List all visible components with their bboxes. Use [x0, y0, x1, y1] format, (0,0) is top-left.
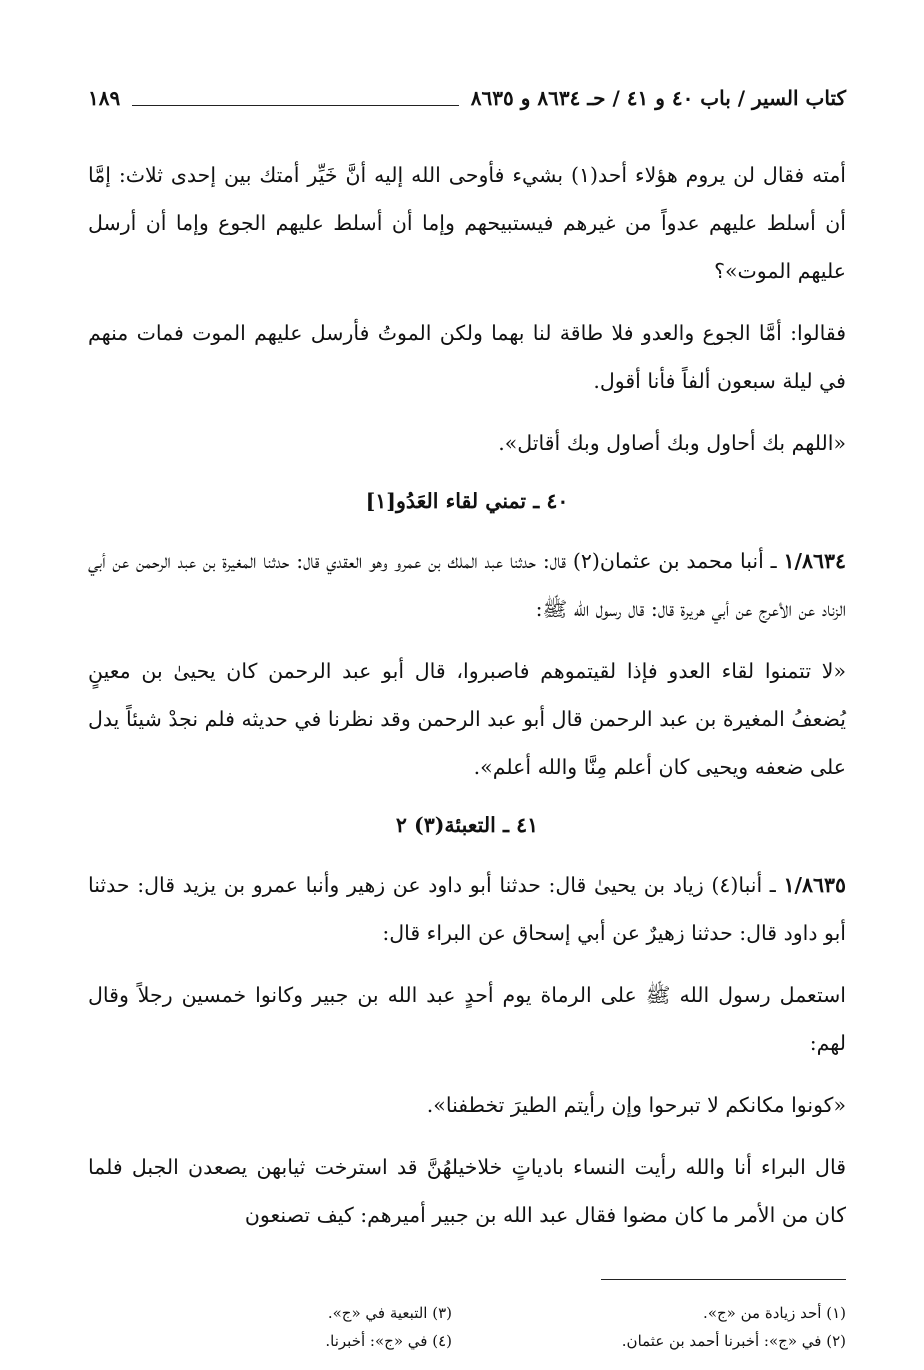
- header-rule: [132, 91, 459, 106]
- running-header: [88, 86, 846, 111]
- footnote: (٣) التبعية في «ج».: [327, 1304, 452, 1322]
- paragraph: «لا تتمنوا لقاء العدو فإذا لقيتموهم فاصبروا، قال أبو عبد الرحمن كان يحيىٰ بن معينٍ يُضعفُ المغيرة بن عبد الرحمن قال أبو عبد الرحمن وقد نظرنا في حديثه فلم نجدْ شيئاً يدل على ضعفه ويحيى كان أعلم مِنَّا والله أعلم».: [88, 659, 846, 779]
- footnote: (٤) في «ج»: أخبرنا.: [325, 1332, 452, 1350]
- hadith-number: ١/٨٦٣٥: [783, 873, 846, 897]
- paragraph: استعمل رسول الله ﷺ على الرماة يوم أحدٍ عبد الله بن جبير وكانوا خمسين رجلاً وقال لهم:: [88, 983, 846, 1055]
- footnote: (٢) في «ج»: أخبرنا أحمد بن عثمان.: [621, 1332, 846, 1350]
- paragraph: أمته فقال لن يروم هؤلاء أحد(١) بشيء فأوحى الله إليه أنَّ خَيِّر أمتك بين إحدى ثلاث: إمَّا أن أسلط عليهم عدواً من غيرهم فيستبيحهم وإما أن أسلط عليهم الجوع وإما أن أرسل عليهم الموت»؟: [88, 163, 846, 283]
- section-heading: ٤٠ ـ تمني لقاء العَدُو[١]: [365, 489, 569, 513]
- footnote: (١) أحد زيادة من «ج».: [703, 1304, 846, 1322]
- footnotes: [88, 1302, 846, 1352]
- footnote-rule: [601, 1279, 846, 1280]
- main-text: [88, 151, 846, 1239]
- running-title: كتاب السير / باب ٤٠ و ٤١ / حـ ٨٦٣٤ و ٨٦٣٥: [470, 86, 846, 110]
- hadith-text: ـ أنبا(٤) زياد بن يحيىٰ قال: حدثنا أبو داود عن زهير وأنبا عمرو بن يزيد قال: حدثنا أبو داود قال: حدثنا زهيرٌ عن أبي إسحاق عن البراء قال:: [88, 873, 846, 945]
- hadith-8635: [88, 861, 846, 957]
- hadith-text: ـ أنبا محمد بن عثمان(٢) قال: حدثنا عبد الملك بن عمرو وهو العقدي قال: حدثنا المغيرة بن عبد الرحمن عن أبي الزناد عن الأعرج عن أبي هريرة قال: قال رسول الله ﷺ:: [88, 549, 846, 621]
- paragraph: قال البراء أنا والله رأيت النساء بادياتٍ خلاخيلهُنَّ قد استرخت ثيابهن يصعدن الجبل فلما كان من الأمر ما كان مضوا فقال عبد الله بن جبير أميرهم: كيف تصنعون: [88, 1155, 846, 1227]
- hadith-number: ١/٨٦٣٤: [783, 549, 846, 573]
- paragraph: «اللهم بك أحاول وبك أصاول وبك أقاتل».: [498, 431, 846, 455]
- hadith-8634: [88, 537, 846, 633]
- page-number: ١٨٩: [88, 86, 121, 110]
- paragraph: «كونوا مكانكم لا تبرحوا وإن رأيتم الطيرَ تخطفنا».: [426, 1093, 846, 1117]
- section-heading: ٤١ ـ التعبئة(٣) ٢: [395, 813, 539, 837]
- paragraph: فقالوا: أمَّا الجوع والعدو فلا طاقة لنا بهما ولكن الموتُ فأرسل عليهم الموت فمات منهم في ليلة سبعون ألفاً فأنا أقول.: [88, 321, 846, 393]
